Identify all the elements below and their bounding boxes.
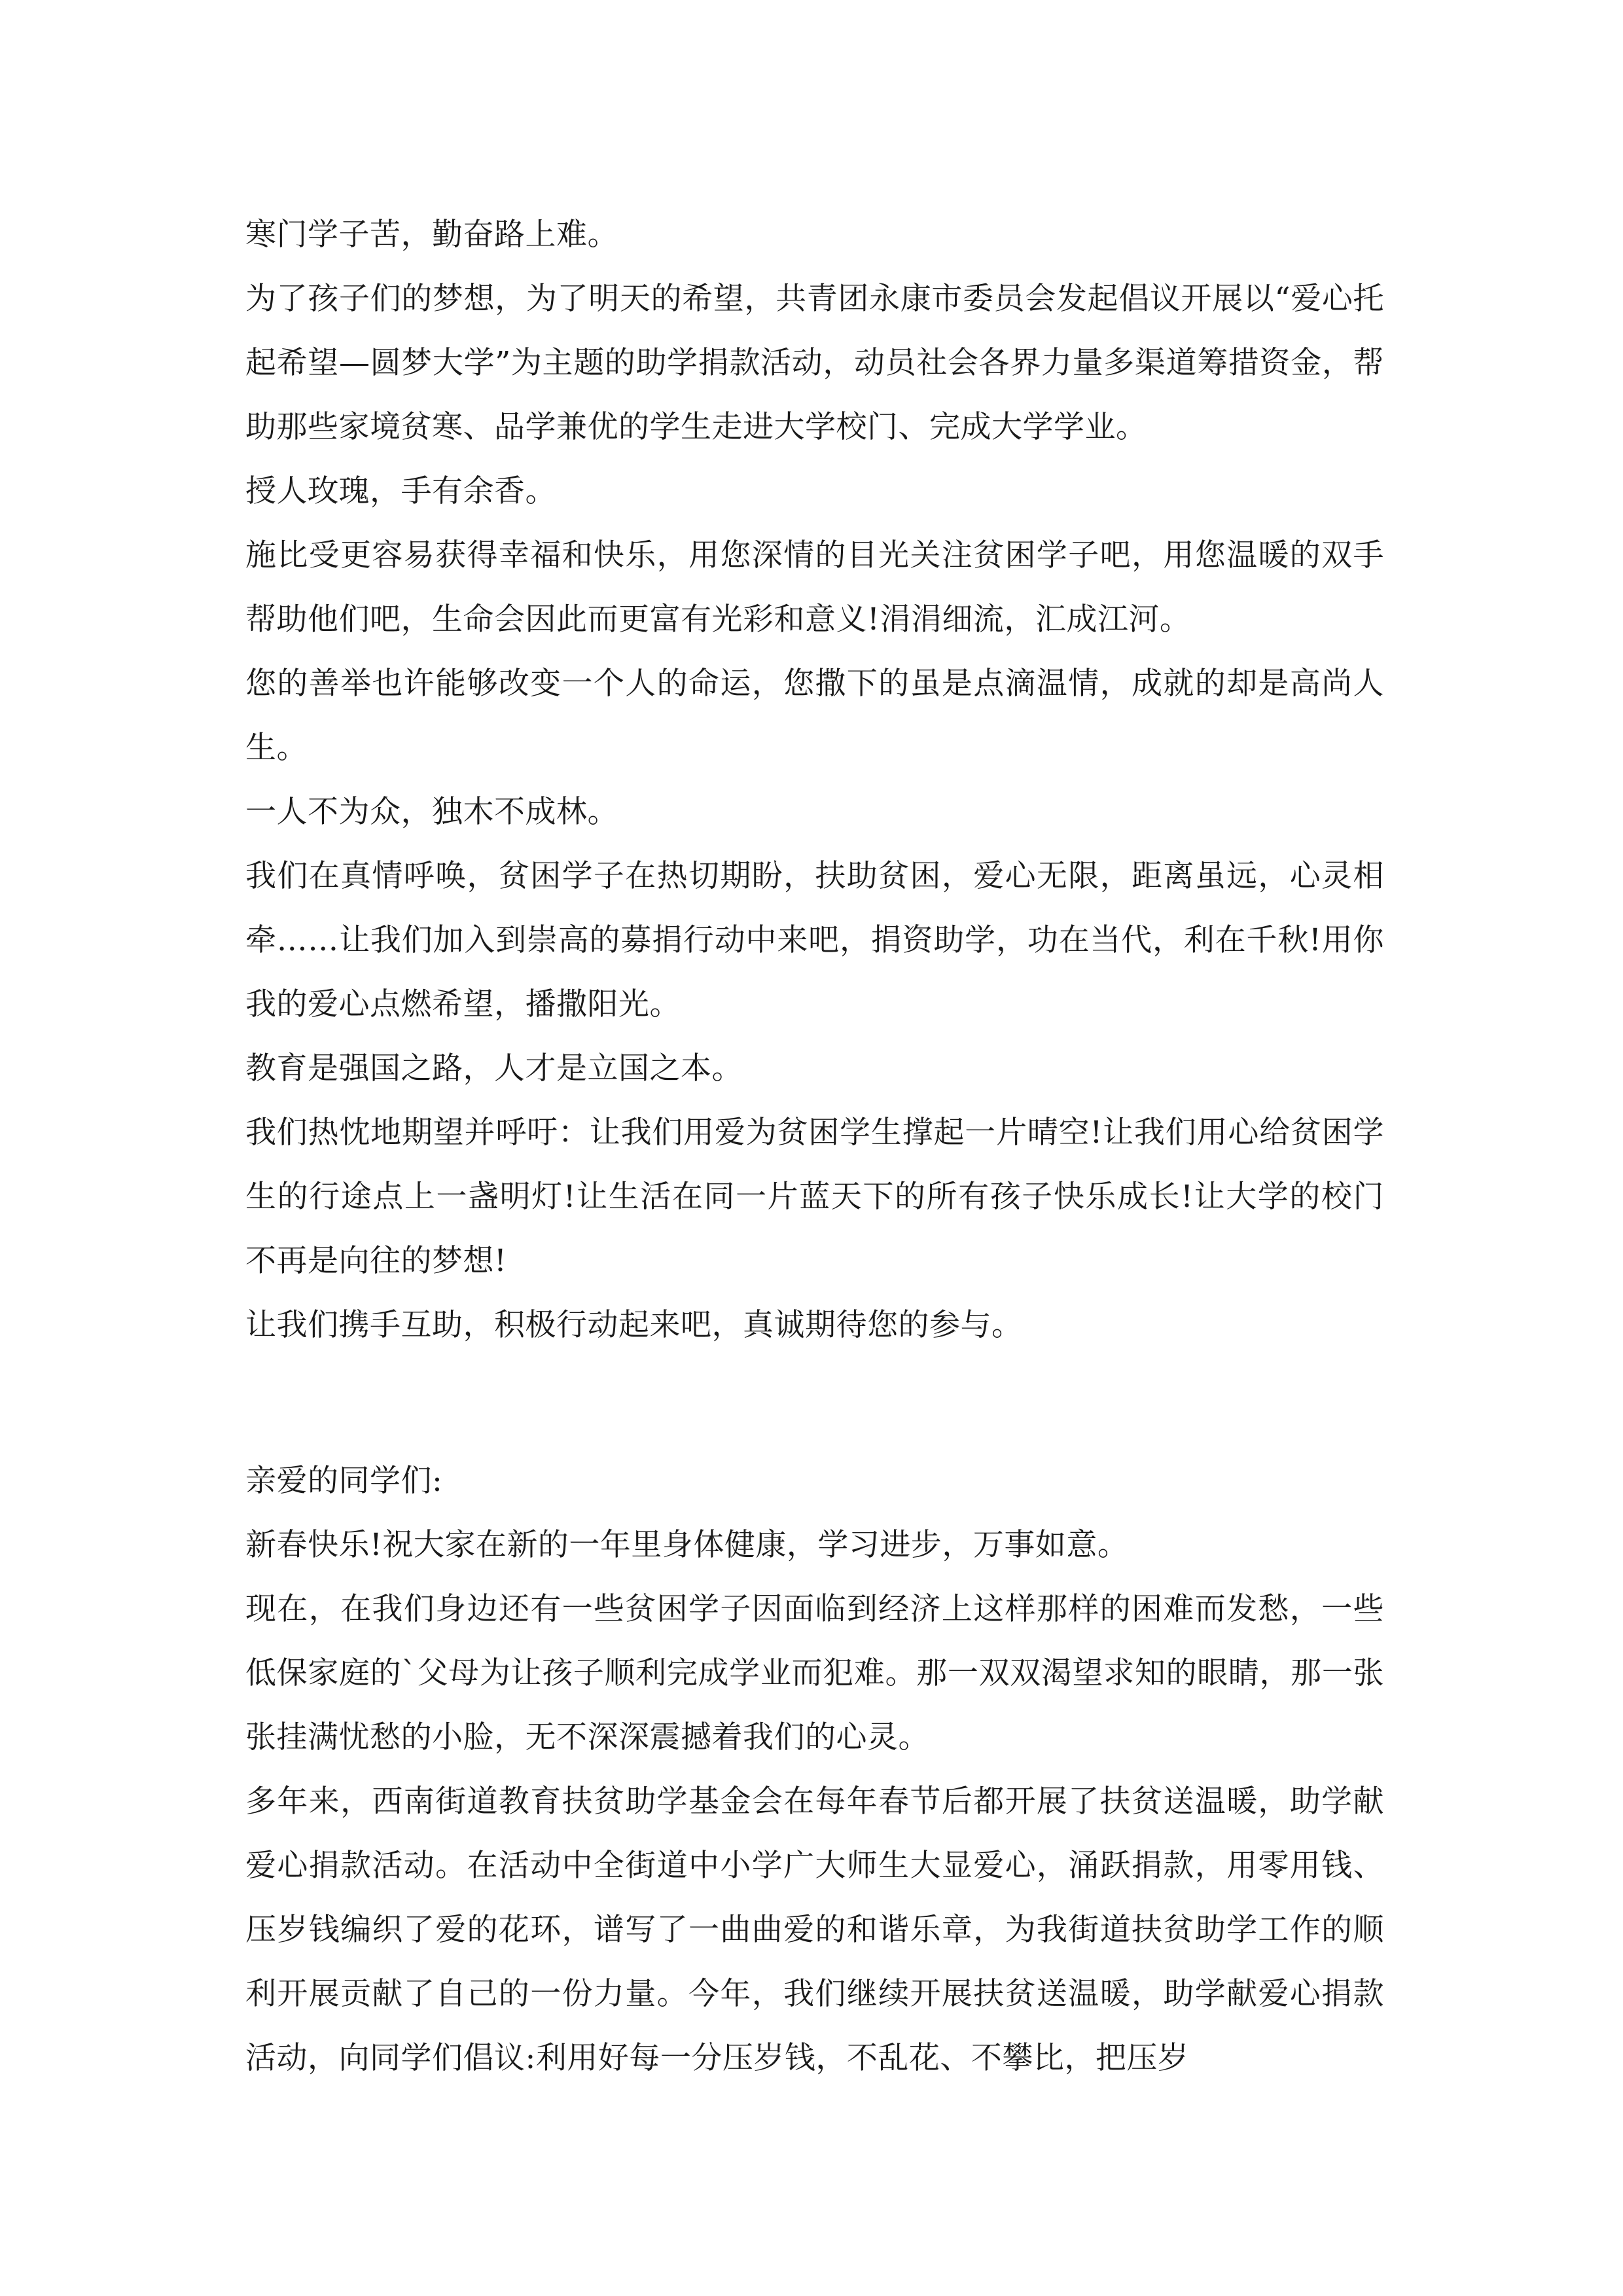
paragraph: 多年来，西南街道教育扶贫助学基金会在每年春节后都开展了扶贫送温暖，助学献爱心捐款活动。在活动中全街道中小学广大师生大显爱心，涌跃捐款，用零用钱、压岁钱编织了爱的花环，谱写了一曲曲爱的和谐乐章，为我街道扶贫助学工作的顺利开展贡献了自己的一份力量。今年，我们继续开展扶贫送温暖，助学献爱心捐款活动，向同学们倡议:利用好每一分压岁钱，不乱花、不攀比，把压岁	[245, 1784, 1384, 2076]
paragraph: 我们热忱地期望并呼吁：让我们用爱为贫困学生撑起一片晴空!让我们用心给贫困学生的行途点上一盏明灯!让生活在同一片蓝天下的所有孩子快乐成长!让大学的校门不再是向往的梦想!	[245, 1115, 1384, 1279]
salutation: 亲爱的同学们:	[245, 1463, 443, 1499]
paragraph: 施比受更容易获得幸福和快乐，用您深情的目光关注贫困学子吧，用您温暖的双手帮助他们吧，生命会因此而更富有光彩和意义!涓涓细流，汇成江河。	[245, 537, 1384, 637]
paragraph: 为了孩子们的梦想，为了明天的希望，共青团永康市委员会发起倡议开展以“爱心托起希望—圆梦大学”为主题的助学捐款活动，动员社会各界力量多渠道筹措资金，帮助那些家境贫寒、品学兼优的学生走进大学校门、完成大学学业。	[245, 281, 1384, 445]
section-gap	[245, 1357, 1384, 1449]
document-body	[245, 203, 1384, 2090]
section-donation-appeal	[245, 203, 1384, 1357]
paragraph: 教育是强国之路，人才是立国之本。	[245, 1050, 743, 1086]
paragraph: 一人不为众，独木不成林。	[245, 794, 618, 830]
section-student-letter	[245, 1449, 1384, 2090]
paragraph: 寒门学子苦，勤奋路上难。	[245, 217, 618, 253]
paragraph: 您的善举也许能够改变一个人的命运，您撒下的虽是点滴温情，成就的却是高尚人生。	[245, 666, 1384, 766]
paragraph: 现在，在我们身边还有一些贫困学子因面临到经济上这样那样的困难而发愁，一些低保家庭的`父母为让孩子顺利完成学业而犯难。那一双双渴望求知的眼睛，那一张张挂满忧愁的小脸，无不深深震撼着我们的心灵。	[245, 1591, 1384, 1755]
paragraph: 我们在真情呼唤，贫困学子在热切期盼，扶助贫困，爱心无限，距离虽远，心灵相牵……让我们加入到崇高的募捐行动中来吧，捐资助学，功在当代，利在千秋!用你我的爱心点燃希望，播撒阳光。	[245, 858, 1384, 1022]
paragraph: 让我们携手互助，积极行动起来吧，真诚期待您的参与。	[245, 1307, 1023, 1343]
paragraph: 新春快乐!祝大家在新的一年里身体健康，学习进步，万事如意。	[245, 1527, 1129, 1563]
paragraph: 授人玫瑰，手有余香。	[245, 473, 556, 509]
